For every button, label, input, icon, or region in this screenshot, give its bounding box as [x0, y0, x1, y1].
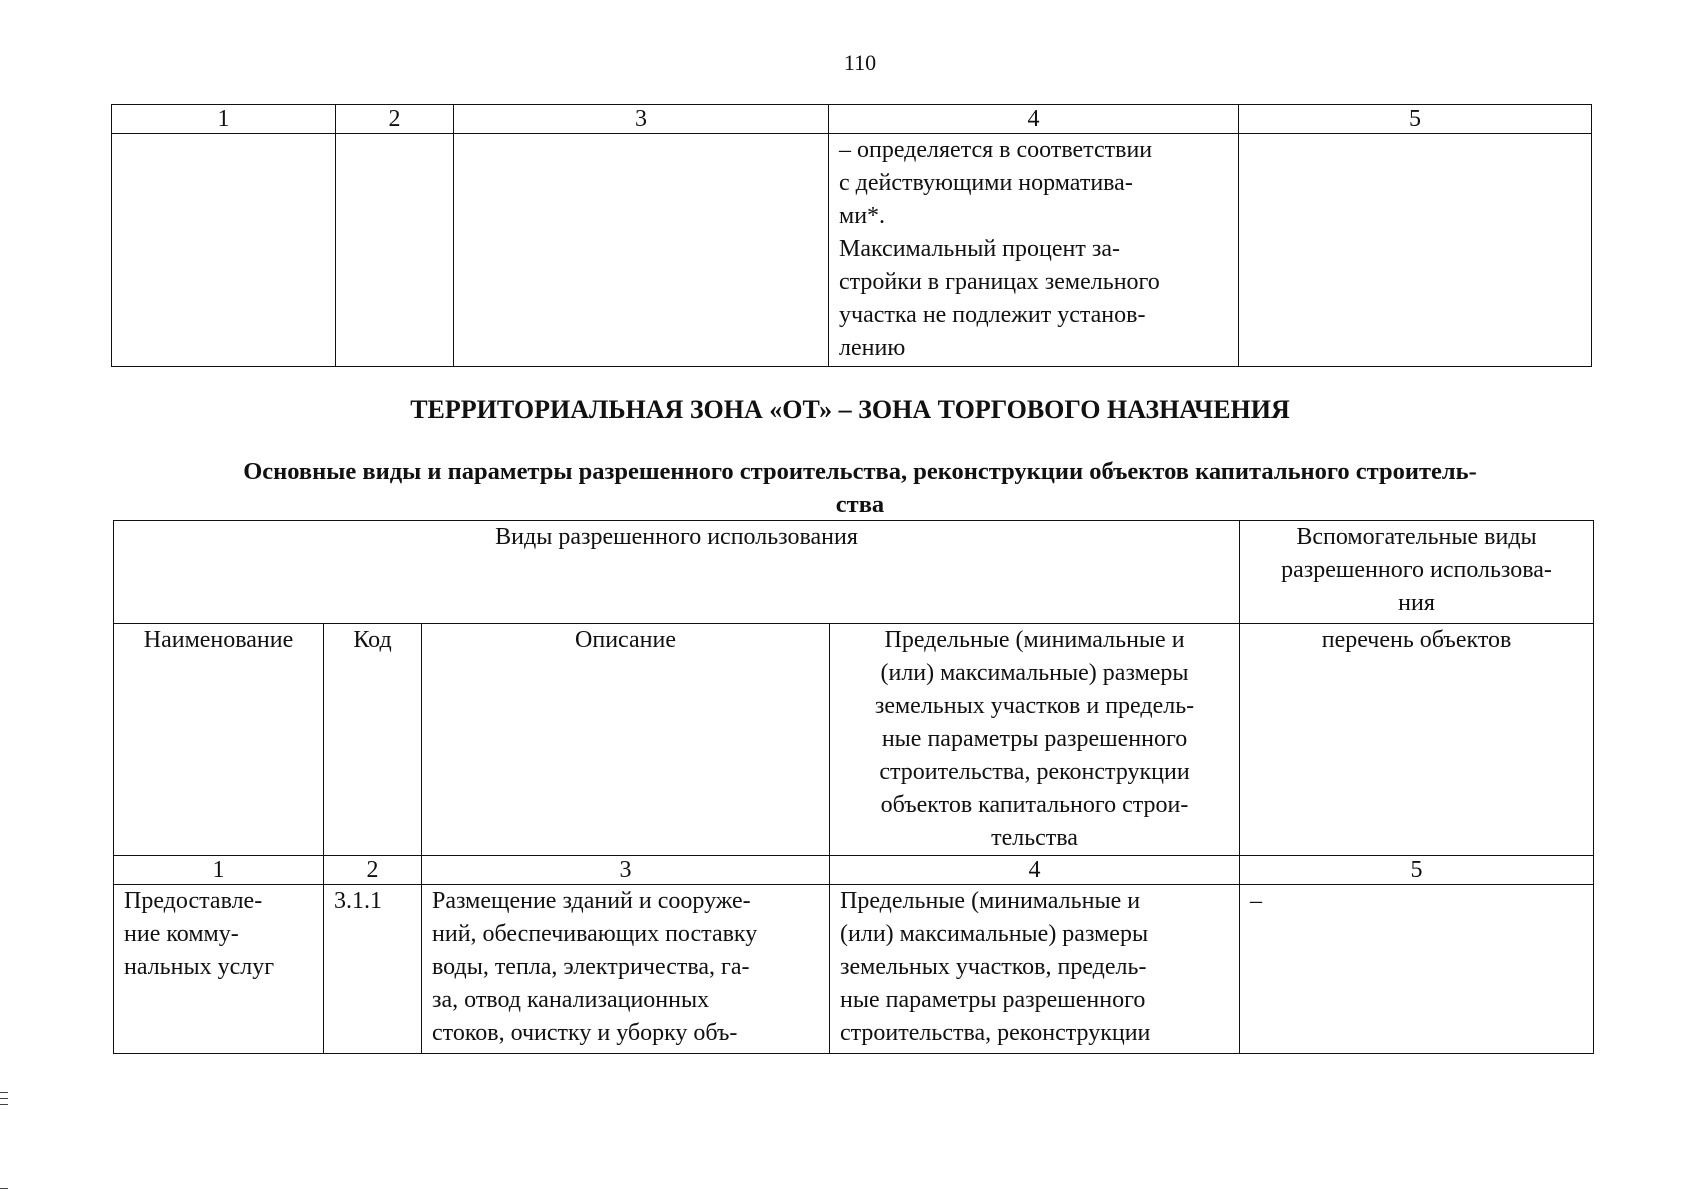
column-number: 5 — [1239, 105, 1592, 134]
column-number: 3 — [454, 105, 829, 134]
header-aux: перечень объектов — [1240, 624, 1594, 856]
empty-cell — [112, 134, 336, 367]
text-line: Предельные (минимальные и — [840, 888, 1141, 914]
text-line: стройки в границах земельного — [839, 269, 1160, 295]
row-description — [422, 885, 830, 1054]
text-line: (или) максимальные) размеры — [840, 921, 1149, 947]
column-header-row — [114, 624, 1594, 856]
text-line: тельства — [991, 825, 1078, 851]
text-line: участка не подлежит установ- — [839, 302, 1146, 328]
column-number: 2 — [324, 856, 422, 885]
column-number: 4 — [830, 856, 1240, 885]
empty-cell — [454, 134, 829, 367]
text-line: объектов капитального строи- — [880, 792, 1189, 818]
column-number: 4 — [829, 105, 1239, 134]
row-name — [114, 885, 324, 1054]
text-line: ний, обеспечивающих поставку — [432, 921, 758, 947]
column-number: 5 — [1240, 856, 1594, 885]
text-line: ния — [1398, 590, 1435, 616]
text-line: разрешенного использова- — [1281, 557, 1552, 583]
continued-table — [111, 104, 1592, 367]
text-line: земельных участков, предель- — [840, 954, 1147, 980]
text-line: (или) максимальные) размеры — [880, 660, 1189, 686]
margin-mark — [0, 1092, 8, 1093]
params-cell — [829, 134, 1239, 367]
main-table — [113, 520, 1594, 1054]
text-line: ные параметры разрешенного — [881, 726, 1188, 752]
text-line: с действующими норматива- — [839, 170, 1133, 196]
text-line: нальных услуг — [124, 954, 275, 980]
text-line: земельных участков и предель- — [874, 693, 1195, 719]
text-line: воды, тепла, электричества, га- — [432, 954, 750, 980]
group-header-main: Виды разрешенного использования — [114, 521, 1240, 624]
empty-cell — [336, 134, 454, 367]
column-number: 3 — [422, 856, 830, 885]
empty-cell — [1239, 134, 1592, 367]
group-header-aux — [1240, 521, 1594, 624]
header-params — [830, 624, 1240, 856]
zone-title: ТЕРРИТОРИАЛЬНАЯ ЗОНА «ОТ» – ЗОНА ТОРГОВОГО НАЗНАЧЕНИЯ — [410, 395, 1290, 424]
text-line: ные параметры разрешенного — [840, 987, 1146, 1013]
section-title-line: Основные виды и параметры разрешенного строительства, реконструкции объектов капитального строитель- — [243, 458, 1477, 485]
text-line: за, отвод канализационных — [432, 987, 710, 1013]
column-number: 1 — [112, 105, 336, 134]
margin-mark — [0, 1098, 8, 1099]
text-line: стоков, очистку и уборку объ- — [432, 1020, 738, 1046]
row-aux: – — [1240, 885, 1594, 1054]
text-line: Предоставле- — [124, 888, 263, 914]
header-description: Описание — [422, 624, 830, 856]
header-code: Код — [324, 624, 422, 856]
row-params — [830, 885, 1240, 1054]
page-number: 110 — [843, 50, 877, 75]
group-header-row — [114, 521, 1594, 624]
text-line: строительства, реконструкции — [840, 1020, 1151, 1046]
table-row — [114, 885, 1594, 1054]
header-name: Наименование — [114, 624, 324, 856]
text-line: Размещение зданий и сооруже- — [432, 888, 751, 914]
text-line: строительства, реконструкции — [879, 759, 1190, 785]
text-line: Предельные (минимальные и — [884, 627, 1185, 653]
text-line: ми*. — [839, 203, 886, 229]
column-number-row — [112, 105, 1592, 134]
text-line: Максимальный процент за- — [839, 236, 1120, 262]
column-number: 1 — [114, 856, 324, 885]
table-row — [112, 134, 1592, 367]
column-number: 2 — [336, 105, 454, 134]
text-line: ние комму- — [124, 921, 239, 947]
text-line: – определяется в соответствии — [839, 137, 1153, 163]
text-line: лению — [839, 335, 906, 361]
margin-mark — [0, 1188, 8, 1189]
margin-mark — [0, 1104, 8, 1105]
row-code: 3.1.1 — [324, 885, 422, 1054]
section-title-line: ства — [835, 491, 885, 518]
text-line: Вспомогательные виды — [1296, 524, 1537, 550]
section-title — [145, 455, 1575, 521]
column-number-row — [114, 856, 1594, 885]
